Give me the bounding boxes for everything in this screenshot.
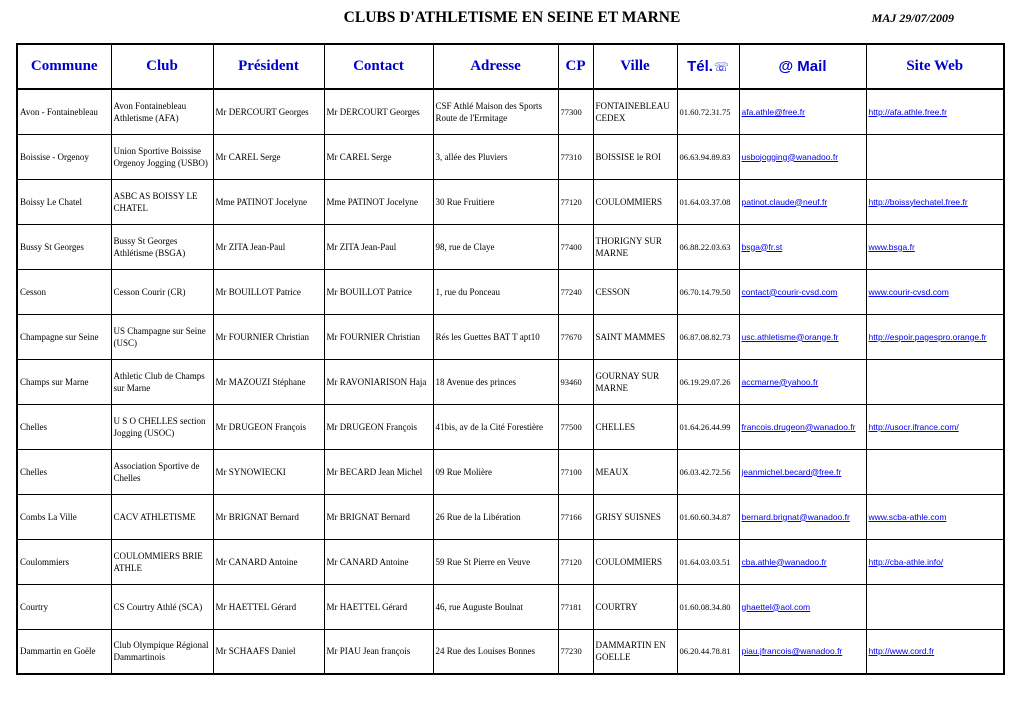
cell-mail[interactable]: bsga@fr.st	[739, 224, 866, 269]
cell-site	[866, 584, 1004, 629]
cell-president: Mr ZITA Jean-Paul	[213, 224, 324, 269]
cell-commune: Chelles	[17, 449, 111, 494]
header-cp: CP	[558, 44, 593, 89]
header-ville: Ville	[593, 44, 677, 89]
cell-president: Mr HAETTEL Gérard	[213, 584, 324, 629]
cell-tel: 01.64.03.03.51	[677, 539, 739, 584]
cell-club: Union Sportive Boissise Orgenoy Jogging (USBO)	[111, 134, 213, 179]
cell-tel: 06.63.94.89.83	[677, 134, 739, 179]
cell-mail[interactable]: jeanmichel.becard@free.fr	[739, 449, 866, 494]
cell-contact: Mr DRUGEON François	[324, 404, 433, 449]
cell-cp: 77310	[558, 134, 593, 179]
cell-site[interactable]: www.scba-athle.com	[866, 494, 1004, 539]
cell-mail[interactable]: piau.jfrancois@wanadoo.fr	[739, 629, 866, 674]
cell-club: Association Sportive de Chelles	[111, 449, 213, 494]
telephone-icon: ☏	[713, 60, 729, 74]
table-row	[17, 269, 1004, 314]
table-row	[17, 539, 1004, 584]
cell-ville: FONTAINEBLEAU CEDEX	[593, 89, 677, 134]
cell-commune: Boissise - Orgenoy	[17, 134, 111, 179]
cell-mail[interactable]: usc.athletisme@orange.fr	[739, 314, 866, 359]
cell-tel: 01.64.03.37.08	[677, 179, 739, 224]
cell-ville: GOURNAY SUR MARNE	[593, 359, 677, 404]
cell-commune: Bussy St Georges	[17, 224, 111, 269]
cell-tel: 01.60.08.34.80	[677, 584, 739, 629]
table-row	[17, 89, 1004, 134]
cell-adresse: 59 Rue St Pierre en Veuve	[433, 539, 558, 584]
cell-president: Mr BRIGNAT Bernard	[213, 494, 324, 539]
table-row	[17, 134, 1004, 179]
cell-mail[interactable]: bernard.brignat@wanadoo.fr	[739, 494, 866, 539]
header-club: Club	[111, 44, 213, 89]
cell-tel: 01.60.72.31.75	[677, 89, 739, 134]
cell-adresse: Rés les Guettes BAT T apt10	[433, 314, 558, 359]
cell-adresse: 09 Rue Molière	[433, 449, 558, 494]
cell-cp: 93460	[558, 359, 593, 404]
cell-site[interactable]: http://cba-athle.info/	[866, 539, 1004, 584]
cell-club: U S O CHELLES section Jogging (USOC)	[111, 404, 213, 449]
cell-ville: THORIGNY SUR MARNE	[593, 224, 677, 269]
cell-commune: Chelles	[17, 404, 111, 449]
cell-commune: Boissy Le Chatel	[17, 179, 111, 224]
cell-tel: 06.19.29.07.26	[677, 359, 739, 404]
table-row	[17, 404, 1004, 449]
cell-president: Mr FOURNIER Christian	[213, 314, 324, 359]
cell-contact: Mr ZITA Jean-Paul	[324, 224, 433, 269]
cell-contact: Mr BOUILLOT Patrice	[324, 269, 433, 314]
cell-ville: SAINT MAMMES	[593, 314, 677, 359]
cell-cp: 77100	[558, 449, 593, 494]
cell-adresse: 98, rue de Claye	[433, 224, 558, 269]
cell-president: Mr SYNOWIECKI	[213, 449, 324, 494]
cell-commune: Cesson	[17, 269, 111, 314]
table-row	[17, 584, 1004, 629]
cell-cp: 77166	[558, 494, 593, 539]
update-date: MAJ 29/07/2009	[871, 11, 954, 25]
table-row	[17, 314, 1004, 359]
cell-club: US Champagne sur Seine (USC)	[111, 314, 213, 359]
cell-mail[interactable]: cba.athle@wanadoo.fr	[739, 539, 866, 584]
cell-president: Mr BOUILLOT Patrice	[213, 269, 324, 314]
cell-adresse: 30 Rue Fruitiere	[433, 179, 558, 224]
table-row	[17, 359, 1004, 404]
cell-contact: Mr DERCOURT Georges	[324, 89, 433, 134]
cell-contact: Mr HAETTEL Gérard	[324, 584, 433, 629]
header-row	[17, 44, 1004, 89]
cell-mail[interactable]: patinot.claude@neuf.fr	[739, 179, 866, 224]
cell-club: Avon Fontainebleau Athletisme (AFA)	[111, 89, 213, 134]
cell-commune: Dammartin en Goële	[17, 629, 111, 674]
table-row	[17, 179, 1004, 224]
cell-ville: CHELLES	[593, 404, 677, 449]
header-tel	[677, 44, 739, 89]
cell-club: COULOMMIERS BRIE ATHLE	[111, 539, 213, 584]
cell-mail[interactable]: accmarne@yahoo.fr	[739, 359, 866, 404]
cell-commune: Champagne sur Seine	[17, 314, 111, 359]
cell-president: Mr CAREL Serge	[213, 134, 324, 179]
header-adresse: Adresse	[433, 44, 558, 89]
page-title: CLUBS D'ATHLETISME EN SEINE ET MARNE	[343, 9, 681, 26]
cell-site[interactable]: www.bsga.fr	[866, 224, 1004, 269]
header-contact: Contact	[324, 44, 433, 89]
cell-adresse: 26 Rue de la Libération	[433, 494, 558, 539]
cell-site[interactable]: http://www.cord.fr	[866, 629, 1004, 674]
cell-adresse: 18 Avenue des princes	[433, 359, 558, 404]
cell-ville: COURTRY	[593, 584, 677, 629]
cell-contact: Mr BECARD Jean Michel	[324, 449, 433, 494]
cell-contact: Mr FOURNIER Christian	[324, 314, 433, 359]
cell-site[interactable]: http://afa.athle.free.fr	[866, 89, 1004, 134]
cell-club: Club Olympique Régional Dammartinois	[111, 629, 213, 674]
table-row	[17, 629, 1004, 674]
cell-ville: GRISY SUISNES	[593, 494, 677, 539]
cell-contact: Mr CAREL Serge	[324, 134, 433, 179]
cell-cp: 77500	[558, 404, 593, 449]
cell-contact: Mme PATINOT Jocelyne	[324, 179, 433, 224]
cell-adresse: 41bis, av de la Cité Forestière	[433, 404, 558, 449]
clubs-table	[16, 43, 1005, 675]
cell-mail[interactable]: afa.athle@free.fr	[739, 89, 866, 134]
cell-commune: Avon - Fontainebleau	[17, 89, 111, 134]
table-row	[17, 494, 1004, 539]
cell-cp: 77240	[558, 269, 593, 314]
cell-ville: COULOMMIERS	[593, 179, 677, 224]
cell-club: CS Courtry Athlé (SCA)	[111, 584, 213, 629]
cell-mail[interactable]: francois.drugeon@wanadoo.fr	[739, 404, 866, 449]
cell-tel: 06.20.44.78.81	[677, 629, 739, 674]
cell-contact: Mr CANARD Antoine	[324, 539, 433, 584]
table-row	[17, 224, 1004, 269]
cell-commune: Champs sur Marne	[17, 359, 111, 404]
cell-ville: CESSON	[593, 269, 677, 314]
cell-president: Mr CANARD Antoine	[213, 539, 324, 584]
header-president: Président	[213, 44, 324, 89]
cell-club: Cesson Courir (CR)	[111, 269, 213, 314]
cell-site[interactable]: http://espoir.pagespro.orange.fr	[866, 314, 1004, 359]
cell-tel: 06.70.14.79.50	[677, 269, 739, 314]
cell-ville: BOISSISE le ROI	[593, 134, 677, 179]
header-site: Site Web	[866, 44, 1004, 89]
cell-mail[interactable]: usbojogging@wanadoo.fr	[739, 134, 866, 179]
cell-site	[866, 134, 1004, 179]
cell-adresse: CSF Athlé Maison des Sports Route de l'Ermitage	[433, 89, 558, 134]
cell-commune: Combs La Ville	[17, 494, 111, 539]
cell-site[interactable]: http://boissylechatel.free.fr	[866, 179, 1004, 224]
cell-adresse: 46, rue Auguste Boulnat	[433, 584, 558, 629]
cell-commune: Courtry	[17, 584, 111, 629]
cell-site[interactable]: www.courir-cvsd.com	[866, 269, 1004, 314]
cell-tel: 06.87.08.82.73	[677, 314, 739, 359]
cell-president: Mme PATINOT Jocelyne	[213, 179, 324, 224]
cell-president: Mr DERCOURT Georges	[213, 89, 324, 134]
cell-site	[866, 449, 1004, 494]
cell-tel: 06.03.42.72.56	[677, 449, 739, 494]
cell-site[interactable]: http://usocr.ifrance.com/	[866, 404, 1004, 449]
cell-adresse: 3, allée des Pluviers	[433, 134, 558, 179]
cell-club: ASBC AS BOISSY LE CHATEL	[111, 179, 213, 224]
cell-ville: COULOMMIERS	[593, 539, 677, 584]
cell-cp: 77120	[558, 179, 593, 224]
cell-cp: 77230	[558, 629, 593, 674]
cell-adresse: 24 Rue des Louises Bonnes	[433, 629, 558, 674]
header-commune: Commune	[17, 44, 111, 89]
cell-club: Bussy St Georges Athlétisme (BSGA)	[111, 224, 213, 269]
cell-president: Mr DRUGEON François	[213, 404, 324, 449]
cell-cp: 77670	[558, 314, 593, 359]
header-tel-label: Tél.	[687, 58, 713, 75]
cell-tel: 01.60.60.34.87	[677, 494, 739, 539]
cell-site	[866, 359, 1004, 404]
cell-adresse: 1, rue du Ponceau	[433, 269, 558, 314]
cell-tel: 01.64.26.44.99	[677, 404, 739, 449]
cell-tel: 06.88.22.03.63	[677, 224, 739, 269]
cell-club: Athletic Club de Champs sur Marne	[111, 359, 213, 404]
cell-cp: 77300	[558, 89, 593, 134]
header-mail: @ Mail	[739, 44, 866, 89]
cell-mail[interactable]: contact@courir-cvsd.com	[739, 269, 866, 314]
cell-cp: 77181	[558, 584, 593, 629]
cell-president: Mr MAZOUZI Stéphane	[213, 359, 324, 404]
cell-ville: DAMMARTIN EN GOELLE	[593, 629, 677, 674]
cell-cp: 77400	[558, 224, 593, 269]
cell-contact: Mr RAVONIARISON Haja	[324, 359, 433, 404]
cell-mail[interactable]: ghaettel@aol.com	[739, 584, 866, 629]
cell-commune: Coulommiers	[17, 539, 111, 584]
cell-club: CACV ATHLETISME	[111, 494, 213, 539]
cell-cp: 77120	[558, 539, 593, 584]
table-row	[17, 449, 1004, 494]
cell-president: Mr SCHAAFS Daniel	[213, 629, 324, 674]
cell-ville: MEAUX	[593, 449, 677, 494]
cell-contact: Mr BRIGNAT Bernard	[324, 494, 433, 539]
cell-contact: Mr PIAU Jean françois	[324, 629, 433, 674]
